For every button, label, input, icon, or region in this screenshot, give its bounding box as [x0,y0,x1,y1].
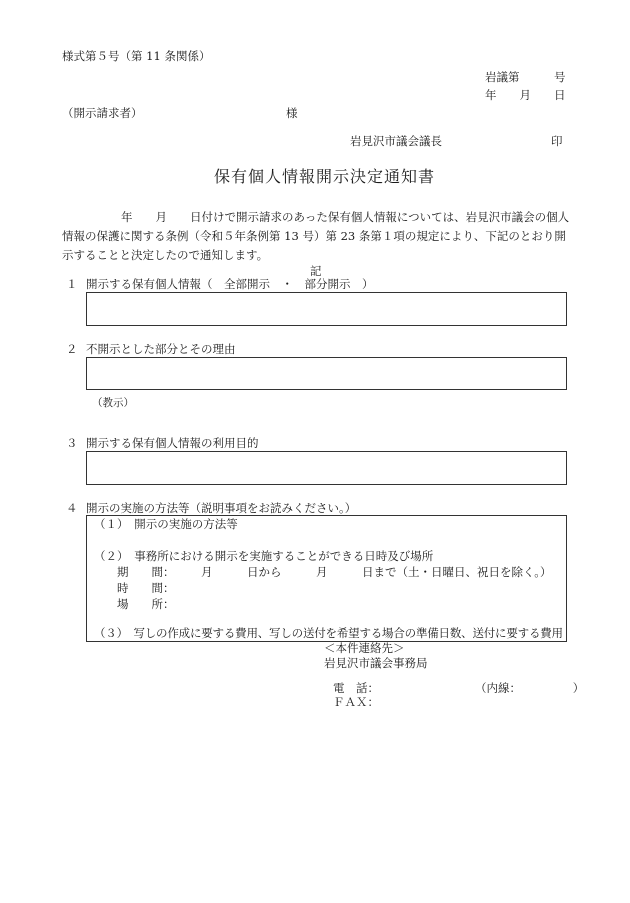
method-line-1: （１） 開示の実施の方法等 [94,517,238,531]
place-label: 場 所： [117,597,175,611]
item-3-box[interactable] [86,451,567,485]
item-4-label: 開示の実施の方法等（説明事項をお読みください。） [86,501,357,515]
method-line-2: （２） 事務所における開示を実施することができる日時及び場所 [94,549,434,563]
contact-extension: （内線： ） [475,681,585,695]
document-date: 年 月 日 [485,88,566,102]
period-value: 月 日から 月 日まで（土・日曜日、祝日を除く。） [201,565,552,579]
document-number: 岩議第 号 [485,70,566,84]
period-label: 期 間： [117,565,175,579]
item-2-number: ２ [66,342,78,356]
item-1-label: 開示する保有個人情報（ 全部開示 ・ 部分開示 ） [86,277,374,291]
requester-label: （開示請求者） [62,106,143,120]
kyouji-label: （教示） [92,397,134,409]
item-3-number: ３ [66,436,78,450]
item-3-label: 開示する保有個人情報の利用目的 [86,436,259,450]
item-2-label: 不開示とした部分とその理由 [86,342,236,356]
contact-heading: ＜本件連絡先＞ [324,641,405,655]
honorific: 様 [286,106,298,120]
seal-mark: 印 [551,134,563,148]
method-line-3: （３） 写しの作成に要する費用、写しの送付を希望する場合の準備日数、送付に要する費用 [94,626,563,640]
issuer-name: 岩見沢市議会議長 [350,134,442,148]
item-1-box[interactable] [86,292,567,326]
contact-fax-label: ＦＡＸ： [333,695,379,709]
notice-paragraph [62,208,572,265]
form-number: 様式第５号（第 11 条関係） [62,49,211,63]
contact-tel-label: 電 話： [333,681,379,695]
notice-paragraph-text: 年 月 日付けで開示請求のあった保有個人情報については、岩見沢市議会の個人情報の保護に関する条例（令和５年条例第 13 号）第 23 条第１項の規定により、下記のとおり開示することと決定したので通知します。 [62,210,570,262]
item-1-number: １ [66,277,78,291]
item-4-number: ４ [66,501,78,515]
item-2-box[interactable] [86,357,567,390]
contact-office: 岩見沢市議会事務局 [324,656,428,670]
time-label: 時 間： [117,581,175,595]
ki-label: 記 [310,264,322,278]
page-title: 保有個人情報開示決定通知書 [214,167,436,186]
